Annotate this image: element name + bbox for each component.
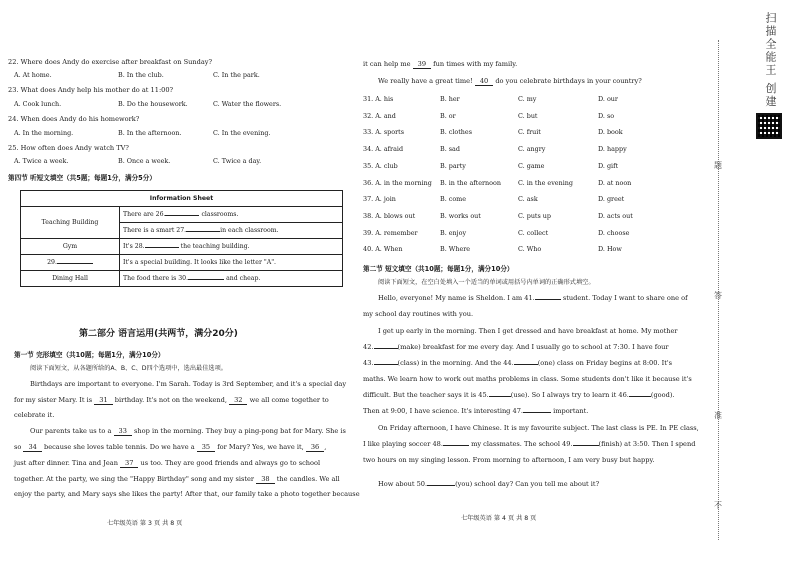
cloze-option: C. puts up <box>518 211 552 220</box>
table-row-label: Gym <box>21 239 120 255</box>
answer-blank-28[interactable] <box>145 247 179 248</box>
answer-blank-45[interactable] <box>489 396 511 397</box>
cloze-option: B. clothes <box>440 128 472 137</box>
fill-instruction: 阅读下面短文，在空白处填入一个适当的单词或用括号内单词的正确形式填空。 <box>378 279 595 286</box>
cloze-option: D. acts out <box>598 211 633 220</box>
q25-option-a: A. Twice a week. <box>14 157 69 165</box>
seam-mark: 答 <box>714 291 722 300</box>
cloze-instruction: 阅读下面短文，从各题所给的A、B、C、D四个选项中，选出最佳选项。 <box>30 365 227 372</box>
cloze-option: C. Who <box>518 245 542 254</box>
cloze-option: C. angry <box>518 145 546 154</box>
q25-option-b: B. Once a week. <box>118 157 171 165</box>
question-25: 25. How often does Andy watch TV? <box>8 144 129 152</box>
cloze-option: C. but <box>518 111 538 120</box>
answer-blank-27[interactable] <box>186 231 220 232</box>
cloze-option: C. collect <box>518 228 549 237</box>
answer-blank-26[interactable] <box>165 215 199 216</box>
passage-line: my school day routines with you. <box>363 310 474 318</box>
blank-35: 35 <box>197 443 215 452</box>
table-row-label: 29. <box>21 255 120 271</box>
q22-option-c: C. In the park. <box>213 71 260 79</box>
passage-line: I like playing soccer 48. my classmates. The school 49. (finish) at 3:50. Then I spend <box>363 440 696 448</box>
passage-line: two hours on my singing lesson. From morning to afternoon, I am very busy but happy. <box>363 456 655 464</box>
passage-line: On Friday afternoon, I have Chinese. It is my favourite subject. The last class is PE. In PE class, <box>378 424 699 432</box>
passage-line: it can help me 39 fun times with my family. <box>363 60 518 68</box>
cloze-option: B. works out <box>440 211 481 220</box>
cloze-option: 38. A. blows out <box>363 211 416 220</box>
cloze-option: B. party <box>440 161 466 170</box>
cloze-option: B. enjoy <box>440 228 467 237</box>
blank-36: 36 <box>306 443 324 452</box>
left-page <box>0 0 360 561</box>
q22-option-b: B. In the club. <box>118 71 164 79</box>
passage-line: Hello, everyone! My name is Sheldon. I am 41. student. Today I want to share one of <box>378 294 688 302</box>
table-cell: There are 26. classrooms. <box>120 207 343 223</box>
cloze-option: B. sad <box>440 145 460 154</box>
scanner-margin <box>708 0 794 561</box>
question-23: 23. What does Andy help his mother do at 11:00? <box>8 86 174 94</box>
qr-code-icon <box>756 113 782 139</box>
answer-blank-47[interactable] <box>523 412 551 413</box>
cloze-option: B. come <box>440 195 467 204</box>
blank-33: 33 <box>114 427 132 436</box>
cloze-option: 34. A. afraid <box>363 145 404 154</box>
question-24: 24. When does Andy do his homework? <box>8 115 140 123</box>
cloze-option: C. ask <box>518 195 538 204</box>
seam-mark: 不 <box>714 501 722 510</box>
answer-blank-29[interactable] <box>57 263 93 264</box>
passage-line: I get up early in the morning. Then I get dressed and have breakfast at home. My mother <box>378 327 678 335</box>
cloze-option: 36. A. in the morning <box>363 178 432 187</box>
cloze-option: 35. A. club <box>363 161 398 170</box>
scanner-watermark: 扫描全能王 创建 <box>764 12 777 109</box>
cloze-option: D. gift <box>598 161 619 170</box>
cloze-option: C. in the evening <box>518 178 573 187</box>
cloze-option: 33. A. sports <box>363 128 404 137</box>
cloze-option: D. so <box>598 111 615 120</box>
section-4-header: 第四节 听短文填空（共5题；每题1分，满分5分） <box>8 174 156 182</box>
table-row-label: Teaching Building <box>21 207 120 239</box>
q23-option-a: A. Cook lunch. <box>14 100 62 108</box>
cloze-option: D. choose <box>598 228 630 237</box>
right-page <box>358 0 703 561</box>
cloze-option: D. book <box>598 128 623 137</box>
passage-line: maths. We learn how to work out maths problems in class. Some students don't like it because it's <box>363 375 692 383</box>
seam-mark: 准 <box>714 411 722 420</box>
answer-blank-42[interactable] <box>374 348 398 349</box>
cloze-option: D. happy <box>598 145 627 154</box>
passage-line: How about 50. (you) school day? Can you tell me about it? <box>378 480 600 488</box>
q22-option-a: A. At home. <box>14 71 52 79</box>
table-title: Information Sheet <box>21 191 343 207</box>
answer-blank-48[interactable] <box>443 445 469 446</box>
blank-34: 34 <box>23 443 41 452</box>
q24-option-a: A. In the morning. <box>14 129 74 137</box>
section-2-header: 第二节 短文填空（共10题；每题1分，满分10分） <box>363 265 514 273</box>
passage-line: Then at 9:00, I have science. It's interesting 47. important. <box>363 407 589 415</box>
page-footer: 七年级英语 第 3 页 共 8 页 <box>107 520 183 527</box>
passage-line: together. At the party, we sing the "Happy Birthday" song and my sister 38 the candles. We all <box>14 475 340 483</box>
passage-line: for my sister Mary. It is 31 birthday. It's not on the weekend, 32 we all come together to <box>14 396 329 404</box>
answer-blank-30[interactable] <box>188 279 224 280</box>
answer-blank-41[interactable] <box>535 299 561 300</box>
cloze-option: B. Where <box>440 245 471 254</box>
blank-39: 39 <box>413 60 431 69</box>
part-2-title: 第二部分 语言运用(共两节，满分20分) <box>79 329 238 339</box>
cloze-option: 37. A. join <box>363 195 396 204</box>
question-22: 22. Where does Andy do exercise after breakfast on Sunday? <box>8 58 213 66</box>
cloze-option: D. greet <box>598 195 625 204</box>
cloze-option: B. or <box>440 111 456 120</box>
cloze-option: C. game <box>518 161 545 170</box>
cloze-option: B. her <box>440 95 460 103</box>
cloze-option: D. at noon <box>598 178 632 187</box>
cloze-option: D. How <box>598 245 622 254</box>
answer-blank-44[interactable] <box>514 364 538 365</box>
table-cell: It's 28. the teaching building. <box>120 239 343 255</box>
blank-31: 31 <box>94 396 112 405</box>
table-cell: It's a special building. It looks like the letter "A". <box>120 255 343 271</box>
passage-line: just after dinner. Tina and Jean 37 us too. They are good friends and always go to school <box>14 459 321 467</box>
table-cell: The food there is 30. and cheap. <box>120 271 343 287</box>
blank-37: 37 <box>120 459 138 468</box>
cloze-option: 39. A. remember <box>363 228 418 237</box>
cloze-option: D. our <box>598 95 618 103</box>
section-1-header: 第一节 完形填空（共10题；每题1分，满分10分） <box>14 351 165 359</box>
cloze-option: B. in the afternoon <box>440 178 501 187</box>
q24-option-c: C. In the evening. <box>213 129 271 137</box>
passage-line: enjoy the party, and Mary says she likes the party! After that, our family take a photo together because <box>14 490 360 498</box>
blank-32: 32 <box>229 396 247 405</box>
passage-line: We really have a great time! 40 do you celebrate birthdays in your country? <box>378 77 642 85</box>
cloze-option: 32. A. and <box>363 111 396 120</box>
answer-blank-43[interactable] <box>374 364 398 365</box>
blank-38: 38 <box>256 475 274 484</box>
cloze-option: C. fruit <box>518 128 541 137</box>
cloze-option: 40. A. When <box>363 245 403 254</box>
page-footer: 七年级英语 第 4 页 共 8 页 <box>461 515 537 522</box>
answer-blank-50[interactable] <box>427 485 455 486</box>
information-sheet-table <box>20 190 343 287</box>
passage-line: so 34 because she loves table tennis. Do we have a 35 for Mary? Yes, we have it, 36 , <box>14 443 327 451</box>
table-cell: There is a smart 27. in each classroom. <box>120 223 343 239</box>
passage-line: difficult. But the teacher says it is 45. (use). So I always try to learn it 46. (good). <box>363 391 675 399</box>
table-row-label: Dining Hall <box>21 271 120 287</box>
passage-line: 43. (class) in the morning. And the 44. (one) class on Friday begins at 8:00. It's <box>363 359 673 367</box>
q23-option-c: C. Water the flowers. <box>213 100 282 108</box>
passage-line: 42. (make) breakfast for me every day. And I usually go to school at 7:30. I have four <box>363 343 669 351</box>
seam-mark: 题 <box>714 161 722 170</box>
q25-option-c: C. Twice a day. <box>213 157 262 165</box>
answer-blank-46[interactable] <box>629 396 651 397</box>
passage-line: celebrate it. <box>14 411 55 419</box>
cloze-option: C. my <box>518 95 537 103</box>
cloze-option: 31. A. his <box>363 95 394 103</box>
passage-line: Our parents take us to a 33 shop in the morning. They buy a ping-pong bat for Mary. She is <box>30 427 346 435</box>
q23-option-b: B. Do the housework. <box>118 100 188 108</box>
passage-line: Birthdays are important to everyone. I'm Sarah. Today is 3rd September, and it's a special day <box>30 380 347 388</box>
blank-40: 40 <box>475 77 493 86</box>
answer-blank-49[interactable] <box>573 445 599 446</box>
q24-option-b: B. In the afternoon. <box>118 129 182 137</box>
